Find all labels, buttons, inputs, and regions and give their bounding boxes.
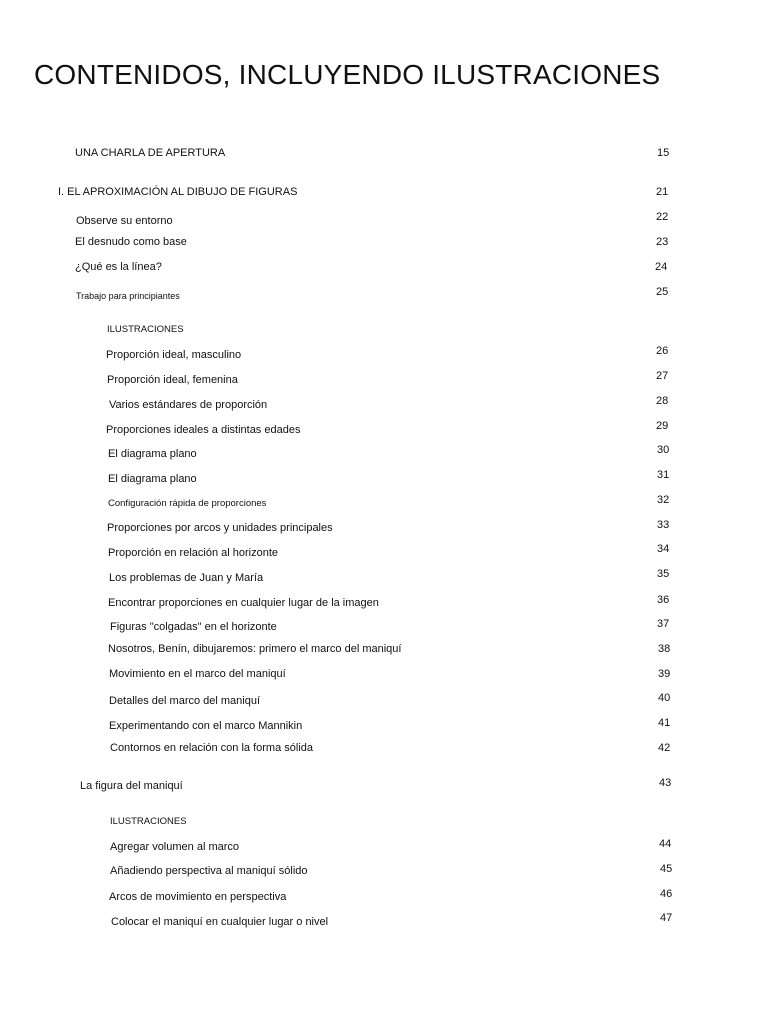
toc-entry-label: El diagrama plano [108,473,197,485]
toc-entry-page: 15 [657,147,670,159]
toc-entry-label: Proporciones por arcos y unidades principales [107,522,333,534]
toc-entry-page: 28 [656,395,669,407]
toc-entry-label: Configuración rápida de proporciones [108,498,267,509]
toc-entry-page: 23 [656,236,669,248]
toc-entry-page: 40 [658,692,671,704]
toc-entry-page: 27 [656,370,669,382]
toc-entry-page: 34 [657,543,670,555]
toc-entry-page: 25 [656,286,669,298]
toc-entry-page: 41 [658,717,671,729]
toc-entry-page: 29 [656,420,669,432]
toc-entry-page: 21 [656,186,669,198]
toc-entry-label: Arcos de movimiento en perspectiva [109,891,287,903]
toc-entry-label: Varios estándares de proporción [109,399,268,411]
toc-entry-label: Añadiendo perspectiva al maniquí sólido [110,865,308,877]
toc-entry-page: 39 [658,668,671,680]
toc-entry-label: Los problemas de Juan y María [109,572,264,584]
toc-entry-page: 47 [660,912,673,924]
toc-entry-label: Agregar volumen al marco [110,841,240,853]
toc-entry-page: 22 [656,211,669,223]
toc-entry-label: Encontrar proporciones en cualquier lugar de la imagen [108,597,379,609]
toc-section-heading: ILUSTRACIONES [110,816,187,827]
toc-entry-label: La figura del maniquí [80,780,183,792]
toc-entry-label: Proporción ideal, femenina [107,374,238,386]
toc-entry-page: 24 [655,261,668,273]
toc-entry-label: Contornos en relación con la forma sólida [110,742,314,754]
toc-entry-label: Experimentando con el marco Mannikin [109,720,303,732]
toc-entry-label: Proporción en relación al horizonte [108,547,278,559]
toc-entry-label: ¿Qué es la línea? [75,261,162,273]
toc-entry-label: I. EL APROXIMACIÓN AL DIBUJO DE FIGURAS [58,186,298,198]
toc-entry-page: 33 [657,519,670,531]
toc-entry-page: 31 [657,469,670,481]
toc-entry-label: Figuras "colgadas" en el horizonte [110,621,277,633]
toc-entry-label: Trabajo para principiantes [76,291,180,301]
toc-entry-page: 30 [657,444,670,456]
toc-section-heading: ILUSTRACIONES [107,324,184,335]
toc-entry-page: 46 [660,888,673,900]
toc-entry-page: 42 [658,742,671,754]
toc-entry-page: 43 [659,777,672,789]
toc-entry-page: 26 [656,345,669,357]
toc-entry-page: 45 [660,863,673,875]
toc-entry-label: Colocar el maniquí en cualquier lugar o nivel [111,916,329,928]
toc-entry-page: 37 [657,618,670,630]
toc-entry-label: El diagrama plano [108,448,197,460]
toc-entry-label: Observe su entorno [76,215,173,227]
toc-entry-label: Proporciones ideales a distintas edades [106,424,301,436]
toc-entry-label: Proporción ideal, masculino [106,349,242,361]
page-title: CONTENIDOS, INCLUYENDO ILUSTRACIONES [34,59,661,90]
toc-entry-label: Movimiento en el marco del maniquí [109,668,286,680]
toc-entry-label: UNA CHARLA DE APERTURA [75,147,226,159]
toc-entry-page: 38 [658,643,671,655]
toc-entry-label: El desnudo como base [75,236,187,248]
toc-entry-page: 32 [657,494,670,506]
toc-entry-page: 35 [657,568,670,580]
toc-entry-page: 36 [657,594,670,606]
toc-entry-label: Detalles del marco del maniquí [109,695,261,707]
toc-entry-label: Nosotros, Benín, dibujaremos: primero el marco del maniquí [108,643,402,655]
toc-entry-page: 44 [659,838,672,850]
